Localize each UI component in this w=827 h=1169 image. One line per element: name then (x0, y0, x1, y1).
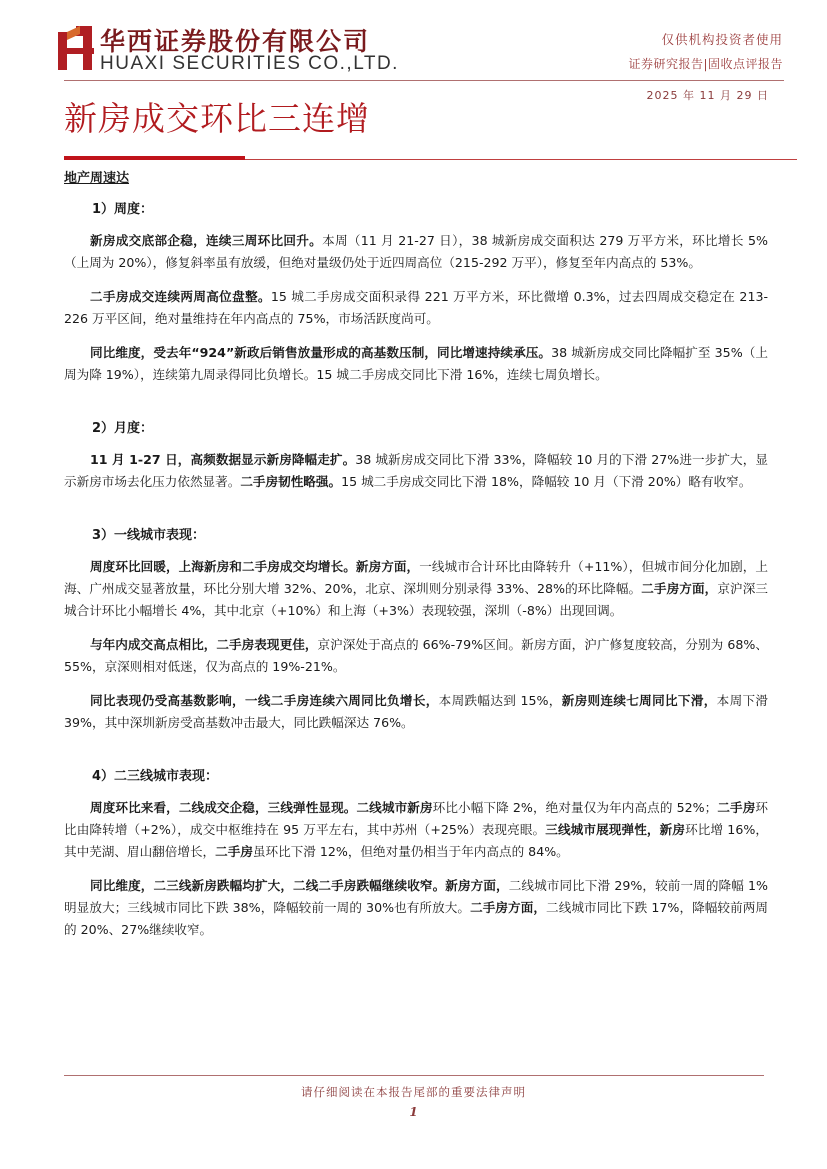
weekly-heading: 1）周度： (92, 202, 154, 217)
weekly-paragraph-2: 二手房成交连续两周高位盘整。15 城二手房成交面积录得 221 万平方米，环比微增 0.3%，过去四周成交稳定在 213-226 万平区间，绝对量维持在年内高点的 75%，市场活跃度尚可。 (64, 289, 769, 326)
monthly-paragraph-1: 11 月 1-27 日，高频数据显示新房降幅走扩。38 城新房成交同比下滑 33%，降幅较 10 月的下滑 27%进一步扩大，显示新房市场去化压力依然显著。二手房韧性略强。15 城二手房成交同比下滑 18%，降幅较 10 月（下滑 20%）略有收窄。 (64, 452, 768, 489)
report-type: 证券研究报告|固收点评报告 (628, 57, 783, 71)
tier1-heading: 3）一线城市表现： (92, 528, 206, 543)
footer-divider (64, 1075, 764, 1076)
report-body (64, 170, 768, 941)
audience-note: 仅供机构投资者使用 (661, 32, 783, 47)
weekly-paragraph-1: 新房成交底部企稳，连续三周环比回升。本周（11 月 21-27 日），38 城新房成交面积达 279 万平方米，环比增长 5%（上周为 20%），修复斜率虽有放缓，但绝对量级仍处于近四周高位（215-292 万平），修复至年内高点的 53%。 (64, 233, 768, 270)
section-heading: 地产周速达 (64, 171, 130, 186)
tier23-paragraph-2: 同比维度，二三线新房跌幅均扩大，二线二手房跌幅继续收窄。新房方面，二线城市同比下滑 29%，较前一周的降幅 1%明显放大；三线城市同比下跌 38%，降幅较前一周的 30%也有所放大。二手房方面，二线城市同比下跌 17%，降幅较前两周的 20%、27%继续收窄。 (64, 878, 769, 937)
huaxi-logo-icon (58, 26, 94, 70)
tier1-paragraph-1: 周度环比回暖，上海新房和二手房成交均增长。新房方面，一线城市合计环比由降转升（+11%），但城市间分化加剧，上海、广州成交显著放量，环比分别大增 32%、20%，北京、深圳则分别录得 33%、28%的环比降幅。二手房方面，京沪深三城合计环比小幅增长 4%，其中北京（+10%）和上海（+3%）表现较强，深圳（-8%）出现回调。 (64, 559, 769, 618)
tier23-paragraph-1: 周度环比来看，二线成交企稳，三线弹性显现。二线城市新房环比小幅下降 2%，绝对量仅为年内高点的 52%；二手房环比由降转增（+2%），成交中枢维持在 95 万平左右，其中苏州（+25%）表现亮眼。三线城市展现弹性，新房环比增 16%，其中芜湖、眉山翻倍增长，二手房虽环比下滑 12%，但绝对量仍相当于年内高点的 84%。 (64, 800, 769, 859)
title-underline (245, 159, 797, 160)
legal-disclaimer-note: 请仔细阅读在本报告尾部的重要法律声明 (301, 1085, 526, 1099)
page-title: 新房成交环比三连增 (64, 99, 370, 138)
company-name-en: HUAXI SECURITIES CO.,LTD. (100, 53, 399, 74)
title-underline-accent (64, 156, 245, 160)
header-divider (64, 80, 784, 81)
tier1-paragraph-3: 同比表现仍受高基数影响，一线二手房连续六周同比负增长，本周跌幅达到 15%，新房则连续七周同比下滑，本周下滑 39%，其中深圳新房受高基数冲击最大，同比跌幅深达 76%。 (64, 693, 769, 730)
monthly-heading: 2）月度： (92, 421, 154, 436)
company-name-cn: 华西证券股份有限公司 (100, 27, 371, 56)
report-date: 2025 年 11 月 29 日 (646, 89, 769, 102)
page-number: 1 (409, 1105, 418, 1119)
weekly-paragraph-3: 同比维度，受去年“924”新政后销售放量形成的高基数压制，同比增速持续承压。38 城新房成交同比降幅扩至 35%（上周为降 19%），连续第九周录得同比负增长。15 城二手房成交同比下滑 16%，连续七周负增长。 (64, 345, 769, 382)
tier1-paragraph-2: 与年内成交高点相比，二手房表现更佳，京沪深处于高点的 66%-79%区间。新房方面，沪广修复度较高，分别为 68%、55%，京深则相对低迷，仅为高点的 19%-21%。 (64, 637, 768, 674)
tier23-heading: 4）二三线城市表现： (92, 769, 219, 784)
